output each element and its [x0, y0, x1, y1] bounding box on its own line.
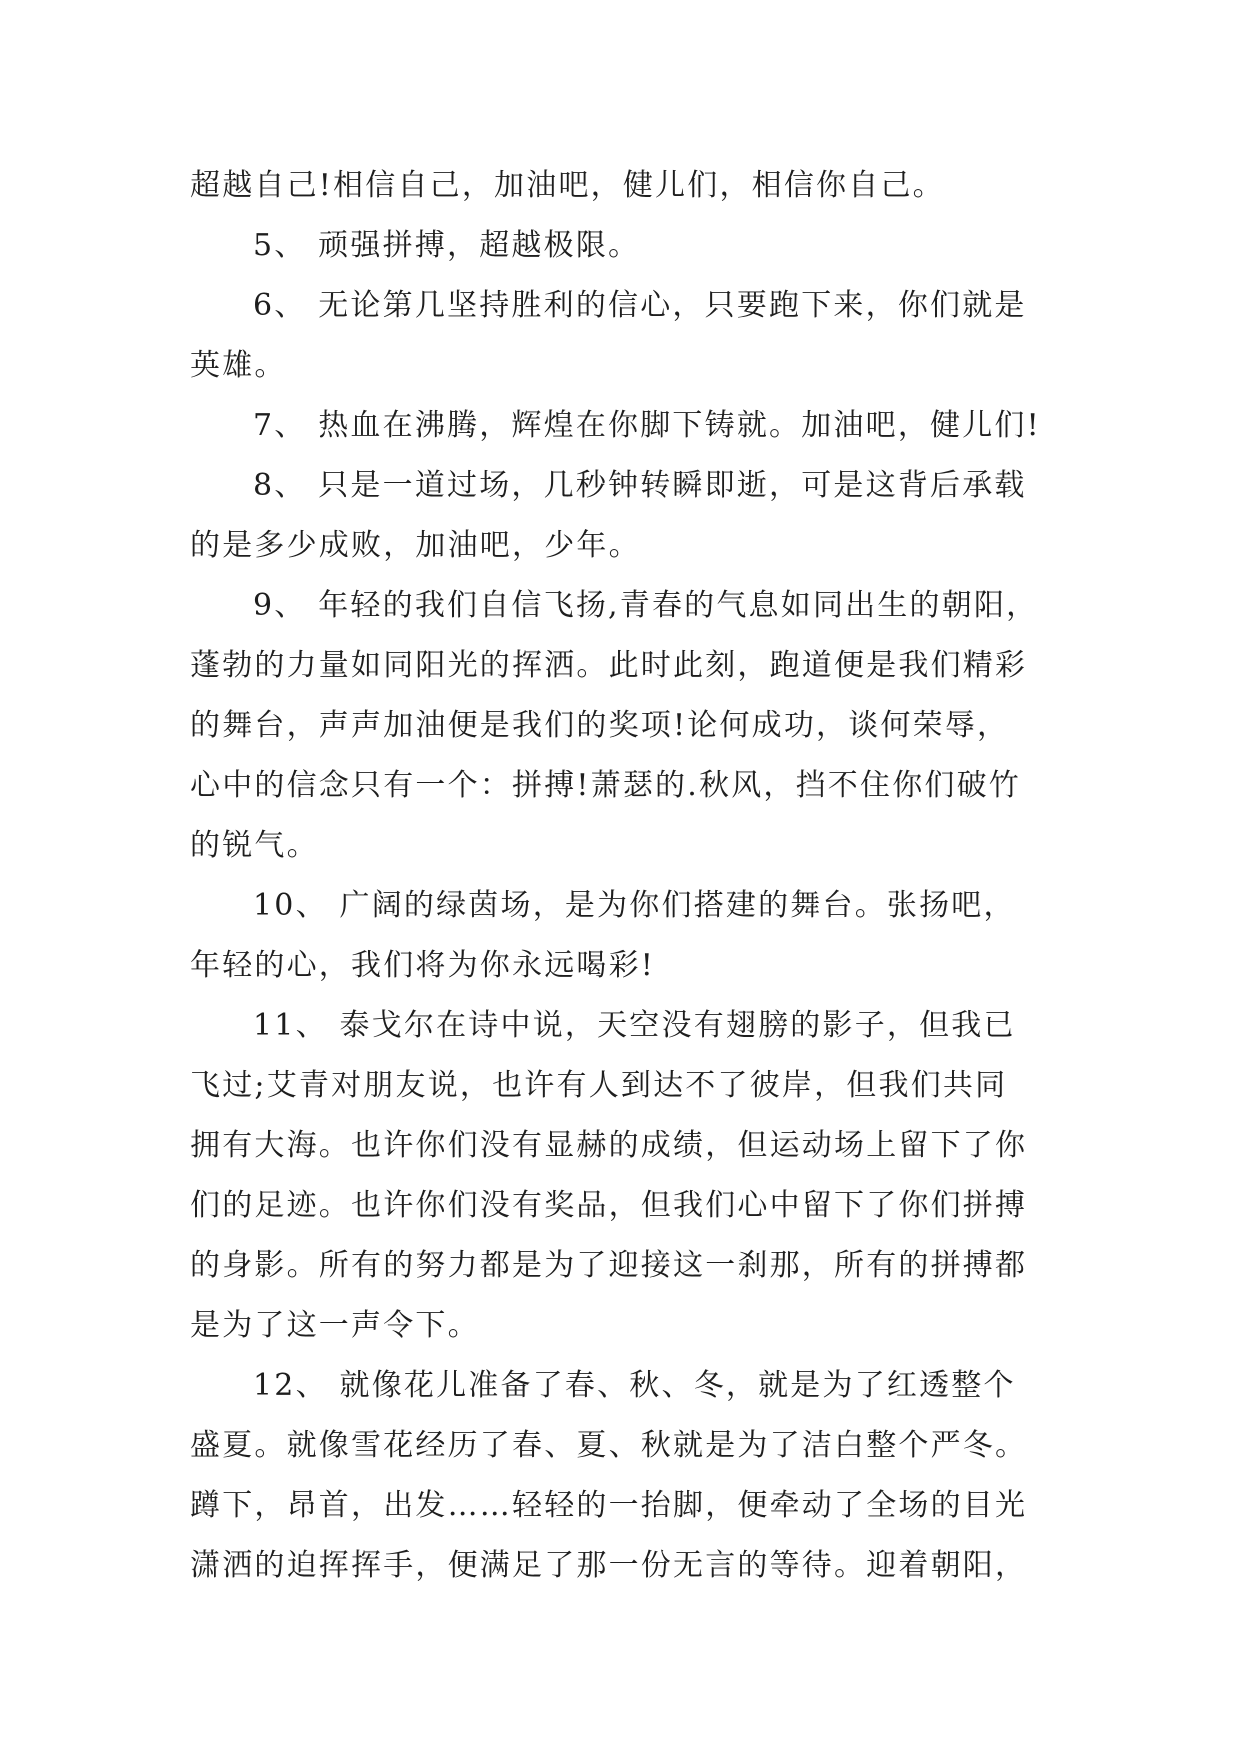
- list-item-5: 5、 顽强拼搏，超越极限。: [253, 228, 641, 263]
- list-item-6: 6、 无论第几坚持胜利的信心，只要跑下来，你们就是: [253, 288, 1027, 323]
- text-line: 年轻的心，我们将为你永远喝彩!: [190, 948, 656, 983]
- list-item-11: 11、 泰戈尔在诗中说，天空没有翅膀的影子，但我已: [253, 1008, 1016, 1043]
- list-item-12: 12、 就像花儿准备了春、秋、冬，就是为了红透整个: [253, 1368, 1016, 1403]
- text-line: 蓬勃的力量如同阳光的挥洒。此时此刻，跑道便是我们精彩: [190, 648, 1028, 683]
- text-line: 们的足迹。也许你们没有奖品，但我们心中留下了你们拼搏: [190, 1188, 1028, 1223]
- text-line: 蹲下，昂首，出发……轻轻的一抬脚，便牵动了全场的目光: [190, 1488, 1028, 1523]
- text-line: 拥有大海。也许你们没有显赫的成绩，但运动场上留下了你: [190, 1128, 1028, 1163]
- text-line: 飞过;艾青对朋友说，也许有人到达不了彼岸，但我们共同: [190, 1068, 1008, 1103]
- text-line: 潇洒的迫挥挥手，便满足了那一份无言的等待。迎着朝阳，: [190, 1548, 1028, 1583]
- text-line: 超越自己!相信自己，加油吧，健儿们，相信你自己。: [190, 168, 945, 203]
- list-item-9: 9、 年轻的我们自信飞扬,青春的气息如同出生的朝阳，: [253, 588, 1039, 623]
- text-line: 是为了这一声令下。: [190, 1308, 480, 1343]
- text-line: 英雄。: [190, 348, 287, 383]
- text-line: 心中的信念只有一个：拼搏!萧瑟的.秋风，挡不住你们破竹: [190, 768, 1021, 803]
- text-line: 的锐气。: [190, 828, 319, 863]
- list-item-7: 7、 热血在沸腾，辉煌在你脚下铸就。加油吧，健儿们!: [253, 408, 1041, 443]
- text-line: 的是多少成败，加油吧，少年。: [190, 528, 641, 563]
- text-line: 的身影。所有的努力都是为了迎接这一刹那，所有的拼搏都: [190, 1248, 1028, 1283]
- text-line: 的舞台，声声加油便是我们的奖项!论何成功，谈何荣辱，: [190, 708, 1010, 743]
- list-item-8: 8、 只是一道过场，几秒钟转瞬即逝，可是这背后承载: [253, 468, 1027, 503]
- text-line: 盛夏。就像雪花经历了春、夏、秋就是为了洁白整个严冬。: [190, 1428, 1028, 1463]
- list-item-10: 10、 广阔的绿茵场，是为你们搭建的舞台。张扬吧，: [253, 888, 1016, 923]
